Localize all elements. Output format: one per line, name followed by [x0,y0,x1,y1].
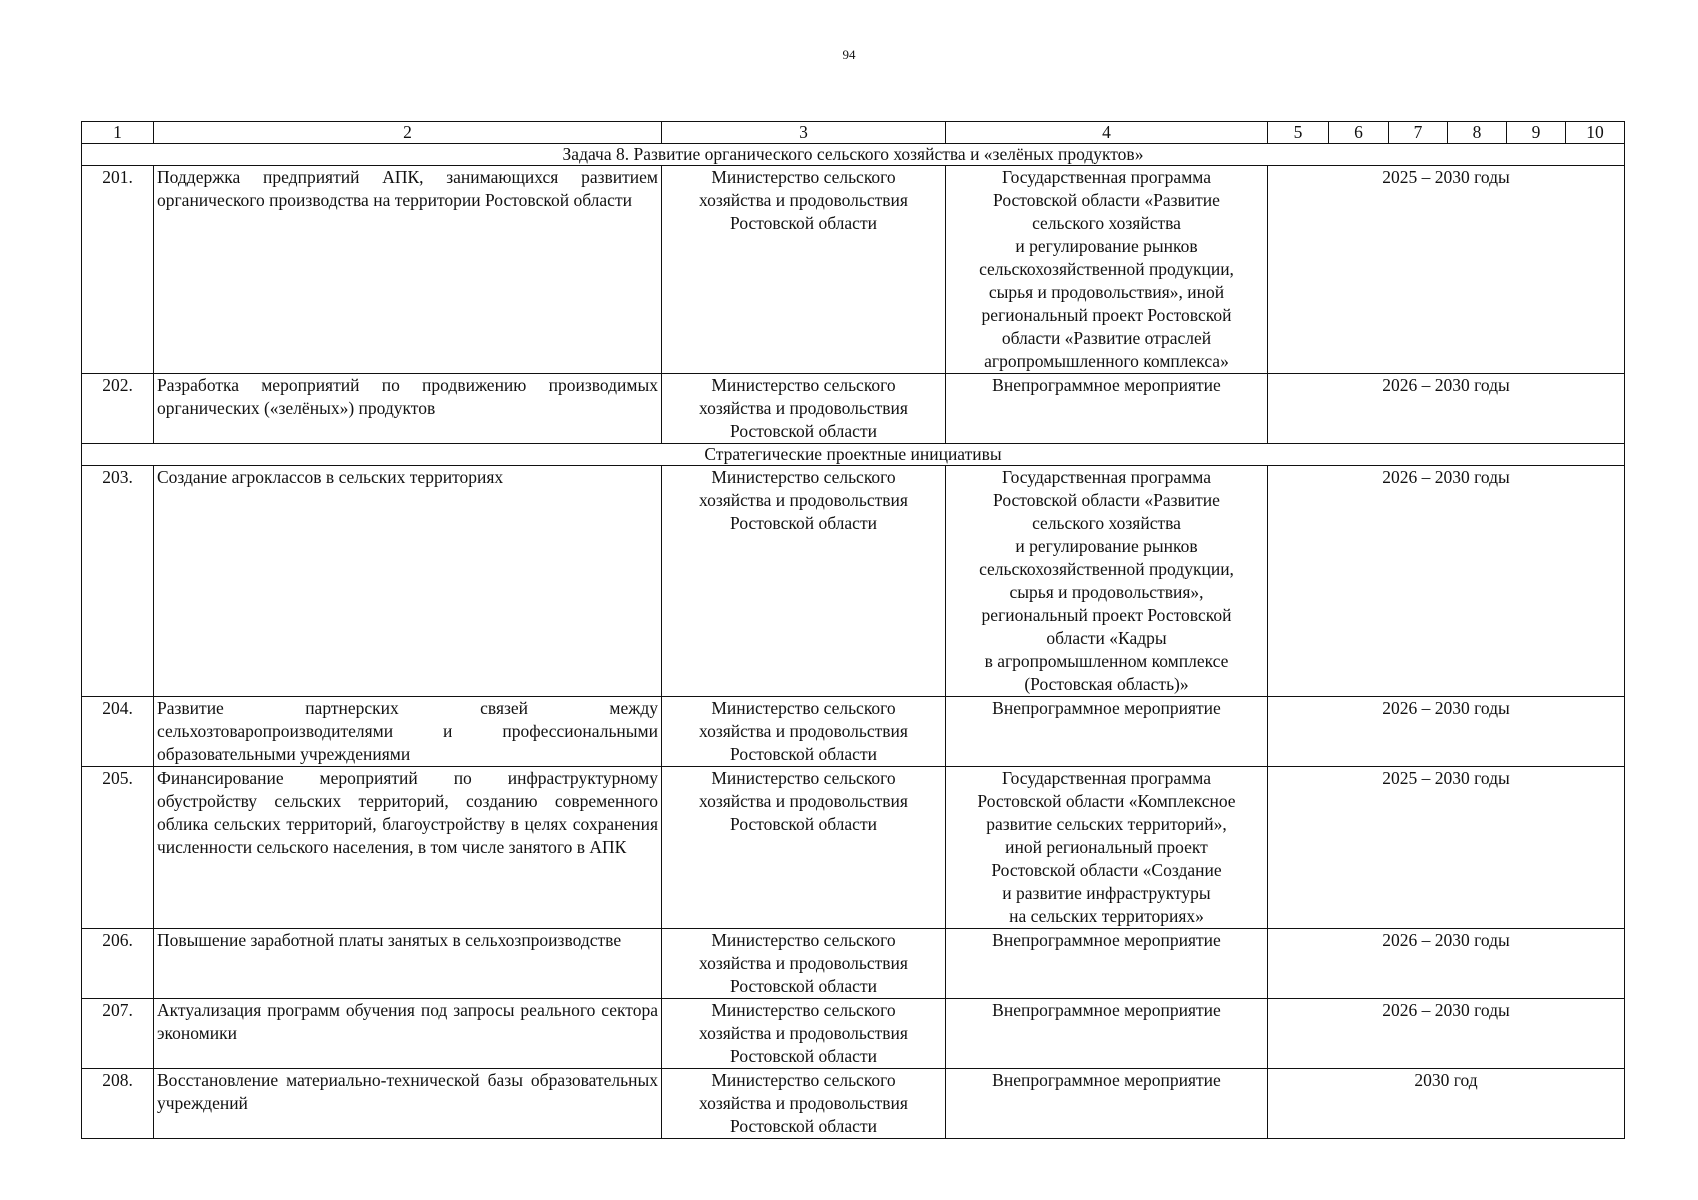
program-reference [946,1069,1268,1139]
program-line: и развитие инфраструктуры [1002,883,1211,903]
program-line: Внепрограммное мероприятие [992,930,1221,950]
program-line: развитие сельских территорий», [986,814,1227,834]
responsible-executor [662,466,946,697]
measure-name: Актуализация программ обучения под запросы реального сектора экономики [154,999,662,1069]
column-header-2: 2 [154,122,662,144]
executor-line: хозяйства и продовольствия [699,953,908,973]
program-line: Ростовской области «Развитие [993,190,1220,210]
executor-line: Министерство сельского [711,375,896,395]
program-line: и регулирование рынков [1015,236,1198,256]
column-header-6: 6 [1329,122,1389,144]
program-line: (Ростовская область)» [1024,674,1189,694]
executor-line: Ростовской области [730,1116,877,1136]
implementation-period: 2026 – 2030 годы [1268,999,1625,1069]
measure-name: Развитие партнерских связей между сельхозтоваропроизводителями и профессиональными образовательными учреждениями [154,697,662,767]
executor-line: хозяйства и продовольствия [699,190,908,210]
program-line: Государственная программа [1002,167,1211,187]
program-reference [946,374,1268,444]
executor-line: Министерство сельского [711,167,896,187]
program-line: Ростовской области «Развитие [993,490,1220,510]
program-line: и регулирование рынков [1015,536,1198,556]
program-reference [946,929,1268,999]
section-strategic-title: Стратегические проектные инициативы [82,444,1625,466]
section-task8-title: Задача 8. Развитие органического сельского хозяйства и «зелёных продуктов» [82,144,1625,166]
responsible-executor [662,374,946,444]
executor-line: Министерство сельского [711,1000,896,1020]
column-header-8: 8 [1448,122,1507,144]
program-line: области «Развитие отраслей [1001,328,1212,348]
measure-name: Поддержка предприятий АПК, занимающихся развитием органического производства на территории Ростовской области [154,166,662,374]
executor-line: Министерство сельского [711,1070,896,1090]
table-row [82,697,1625,767]
row-number: 201. [82,166,154,374]
program-reference [946,166,1268,374]
program-line: сельского хозяйства [1032,513,1181,533]
measure-name: Финансирование мероприятий по инфраструктурному обустройству сельских территорий, созданию современного облика сельских территорий, благоустройству в целях сохранения численности сельского населения, в том числе занятого в АПК [154,767,662,929]
program-line: Внепрограммное мероприятие [992,1070,1221,1090]
program-line: сельского хозяйства [1032,213,1181,233]
table-row [82,999,1625,1069]
executor-line: хозяйства и продовольствия [699,490,908,510]
section-task8-row [82,144,1625,166]
executor-line: хозяйства и продовольствия [699,1023,908,1043]
measure-name: Создание агроклассов в сельских территориях [154,466,662,697]
column-header-1: 1 [82,122,154,144]
executor-line: Министерство сельского [711,467,896,487]
executor-line: Ростовской области [730,744,877,764]
implementation-period: 2026 – 2030 годы [1268,466,1625,697]
executor-line: хозяйства и продовольствия [699,1093,908,1113]
row-number: 204. [82,697,154,767]
table-row [82,1069,1625,1139]
program-line: сельскохозяйственной продукции, [979,259,1234,279]
page-number: 94 [842,47,856,62]
program-line: области «Кадры [1046,628,1167,648]
column-header-7: 7 [1389,122,1448,144]
program-line: Ростовской области «Создание [991,860,1222,880]
program-line: сырья и продовольствия», [1009,582,1204,602]
column-header-10: 10 [1566,122,1625,144]
column-header-9: 9 [1507,122,1566,144]
column-number-header [82,122,1625,144]
row-number: 206. [82,929,154,999]
program-line: региональный проект Ростовской [981,305,1232,325]
program-line: сырья и продовольствия», иной [988,282,1225,302]
table-row [82,374,1625,444]
program-line: Государственная программа [1002,467,1211,487]
activities-table [81,121,1625,1139]
implementation-period: 2026 – 2030 годы [1268,929,1625,999]
program-line: сельскохозяйственной продукции, [979,559,1234,579]
program-reference [946,999,1268,1069]
program-line: на сельских территориях» [1009,906,1204,926]
row-number: 202. [82,374,154,444]
executor-line: хозяйства и продовольствия [699,721,908,741]
program-line: Внепрограммное мероприятие [992,698,1221,718]
section-strategic-row [82,444,1625,466]
responsible-executor [662,929,946,999]
table-row [82,166,1625,374]
table-row [82,466,1625,697]
measure-name: Повышение заработной платы занятых в сельхозпроизводстве [154,929,662,999]
responsible-executor [662,166,946,374]
row-number: 205. [82,767,154,929]
executor-line: Министерство сельского [711,698,896,718]
responsible-executor [662,767,946,929]
program-line: региональный проект Ростовской [981,605,1232,625]
table-row [82,929,1625,999]
column-header-4: 4 [946,122,1268,144]
executor-line: хозяйства и продовольствия [699,791,908,811]
program-line: в агропромышленном комплексе [984,651,1229,671]
program-reference [946,767,1268,929]
executor-line: Ростовской области [730,513,877,533]
executor-line: Ростовской области [730,1046,877,1066]
program-line: агропромышленного комплекса» [984,351,1229,371]
measure-name: Разработка мероприятий по продвижению производимых органических («зелёных») продуктов [154,374,662,444]
program-line: Внепрограммное мероприятие [992,375,1221,395]
responsible-executor [662,697,946,767]
program-line: Ростовской области «Комплексное [977,791,1236,811]
measure-name: Восстановление материально-технической базы образовательных учреждений [154,1069,662,1139]
responsible-executor [662,999,946,1069]
responsible-executor [662,1069,946,1139]
executor-line: Министерство сельского [711,930,896,950]
program-reference [946,466,1268,697]
executor-line: Министерство сельского [711,768,896,788]
row-number: 208. [82,1069,154,1139]
row-number: 207. [82,999,154,1069]
executor-line: Ростовской области [730,814,877,834]
executor-line: хозяйства и продовольствия [699,398,908,418]
implementation-period: 2025 – 2030 годы [1268,767,1625,929]
implementation-period: 2026 – 2030 годы [1268,374,1625,444]
program-line: Внепрограммное мероприятие [992,1000,1221,1020]
column-header-5: 5 [1268,122,1329,144]
executor-line: Ростовской области [730,213,877,233]
program-line: Государственная программа [1002,768,1211,788]
implementation-period: 2026 – 2030 годы [1268,697,1625,767]
executor-line: Ростовской области [730,421,877,441]
program-line: иной региональный проект [1005,837,1208,857]
row-number: 203. [82,466,154,697]
implementation-period: 2025 – 2030 годы [1268,166,1625,374]
table-row [82,767,1625,929]
column-header-3: 3 [662,122,946,144]
program-reference [946,697,1268,767]
implementation-period: 2030 год [1268,1069,1625,1139]
executor-line: Ростовской области [730,976,877,996]
